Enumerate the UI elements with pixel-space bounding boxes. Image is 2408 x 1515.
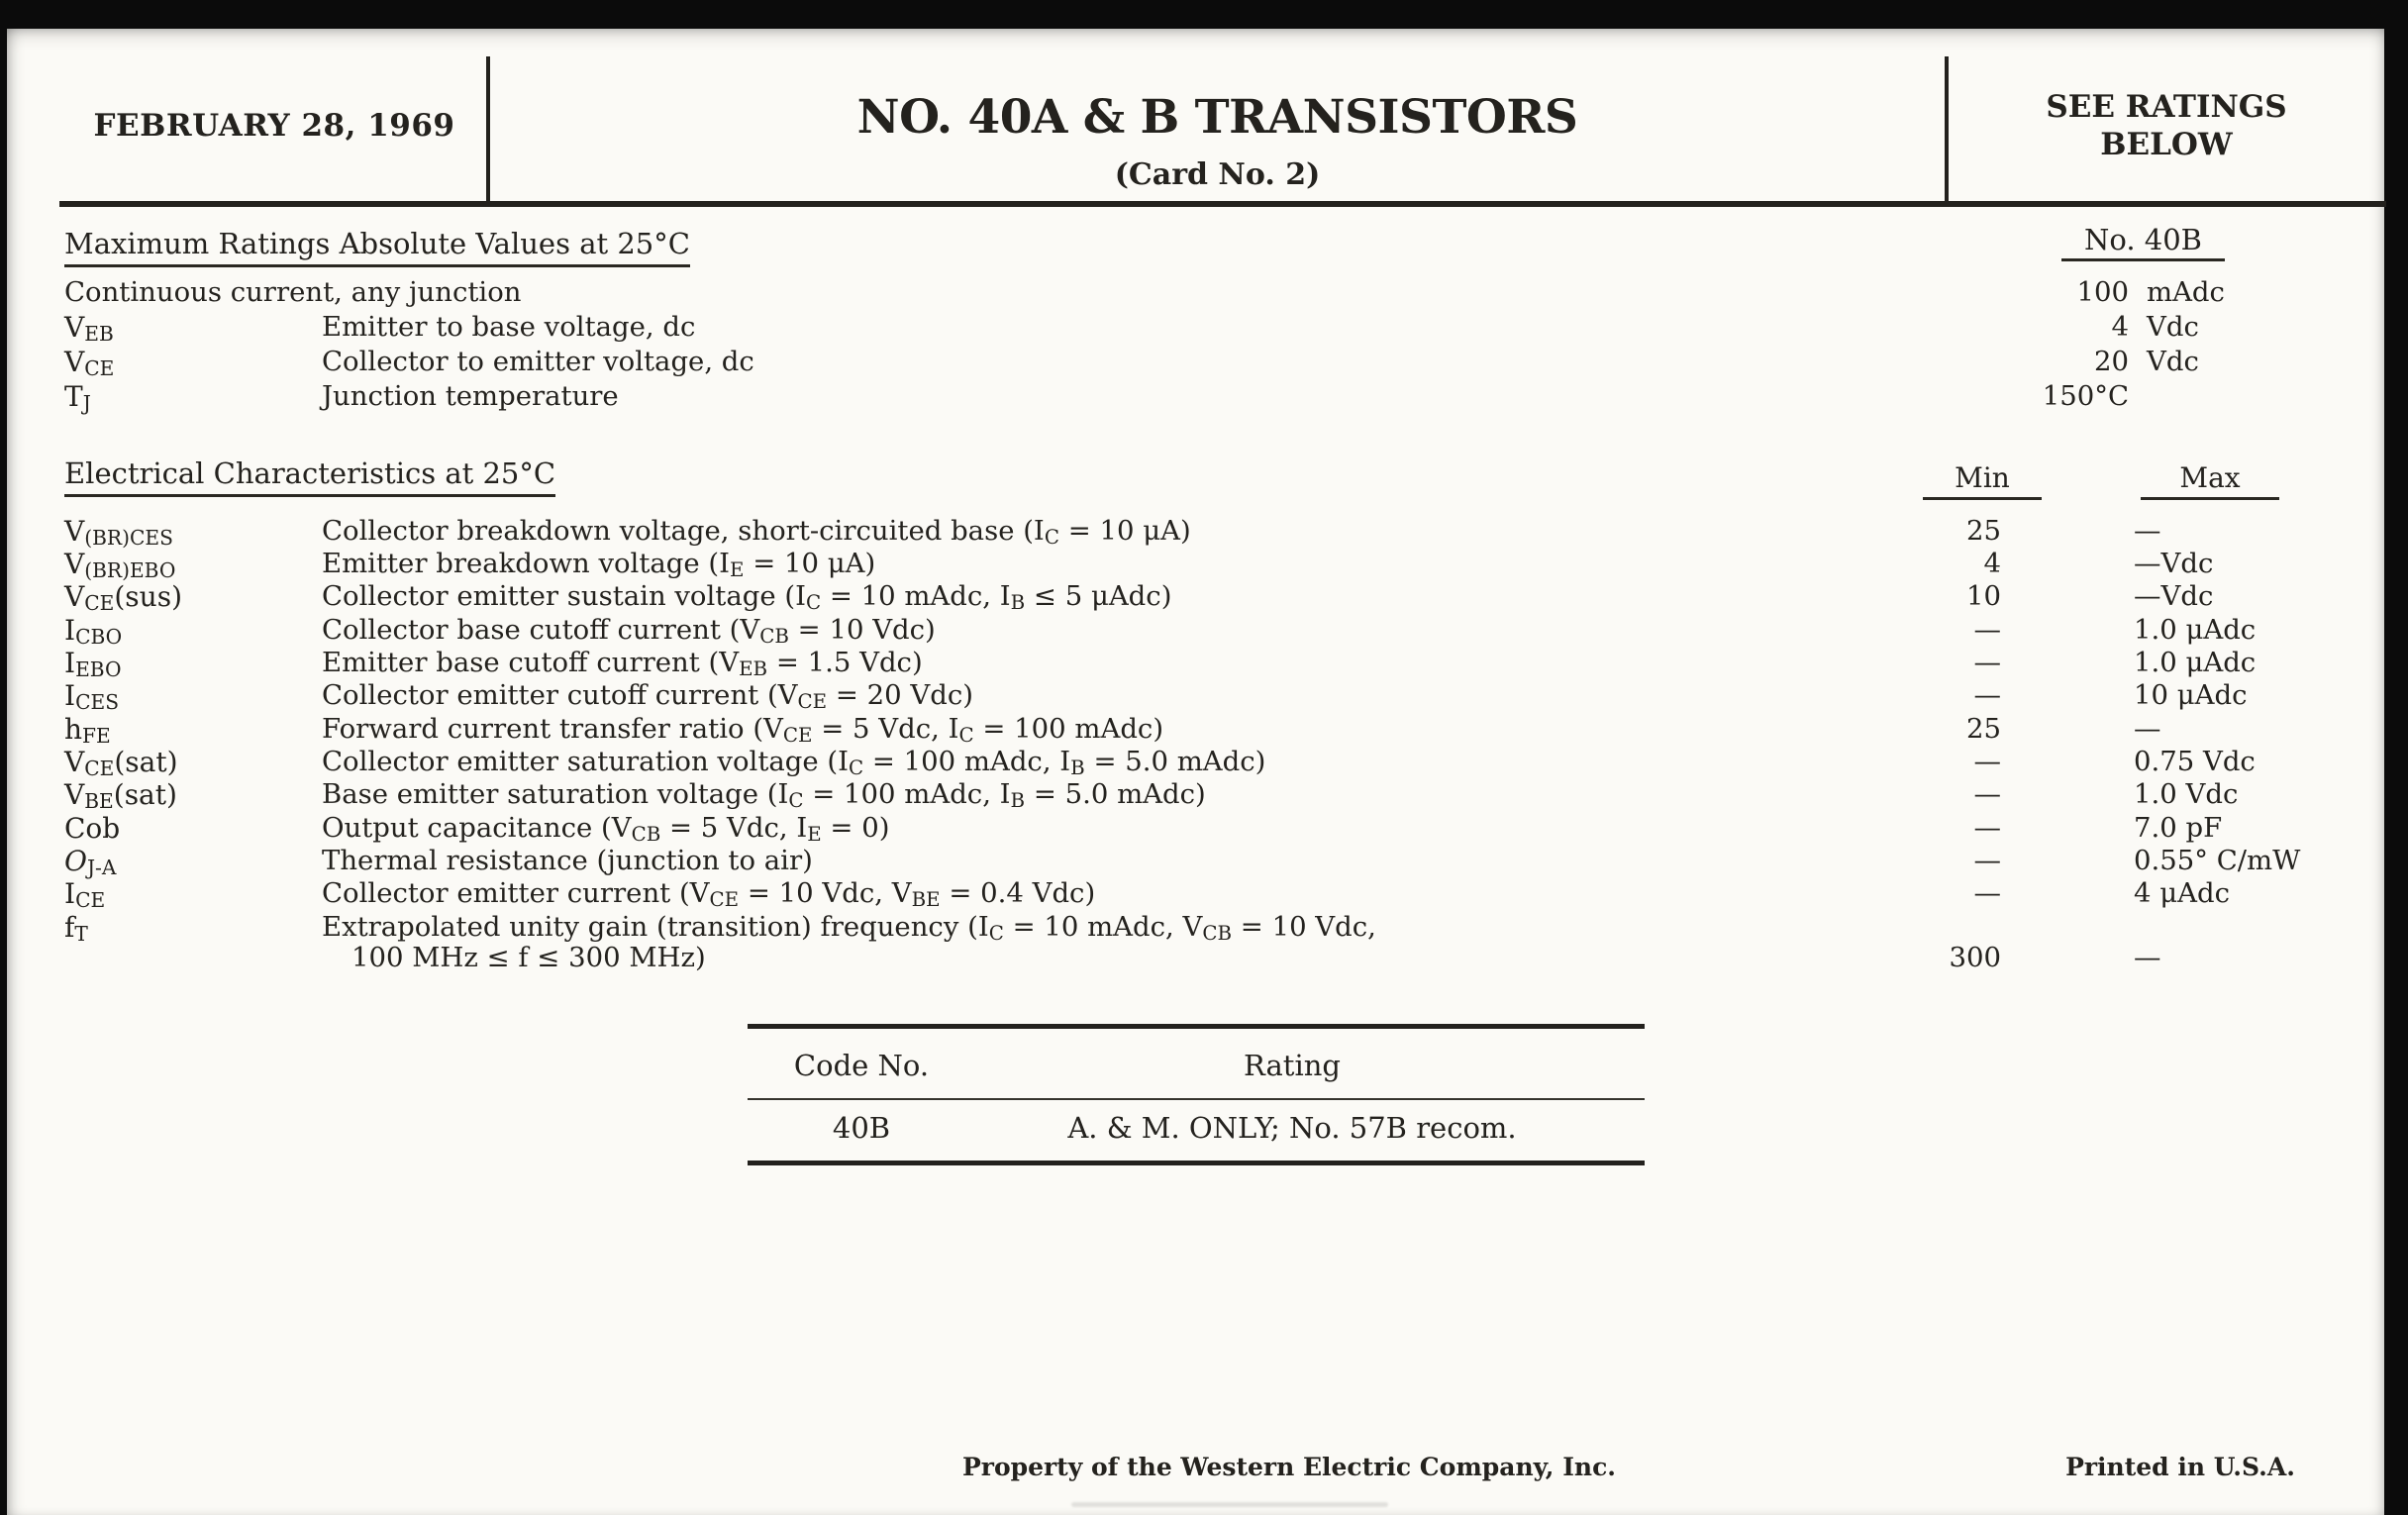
min-value: — bbox=[1973, 614, 2001, 646]
min-value: — bbox=[1973, 778, 2001, 810]
parameter-description: Collector emitter cutoff current ($V_{CE} = 20$ Vdc) bbox=[322, 679, 973, 713]
max-value: 4 μAdc bbox=[2134, 877, 2230, 909]
header-rule bbox=[59, 201, 2386, 207]
max-value: 1.0 μAdc bbox=[2134, 647, 2257, 678]
datasheet-card bbox=[7, 29, 2384, 1515]
parameter-symbol: Cob bbox=[64, 812, 121, 845]
footer-printed-notice: Printed in U.S.A. bbox=[2065, 1453, 2295, 1481]
parameter-symbol: $V_{CE}(sus)$ bbox=[64, 580, 182, 616]
max-value: 0.55° C/mW bbox=[2134, 845, 2301, 876]
electrical-row bbox=[64, 713, 2361, 747]
max-value: 10 μAdc bbox=[2134, 679, 2248, 711]
parameter-description: Collector base cutoff current ($V_{CB} = 10$ Vdc) bbox=[322, 614, 936, 648]
max-ratings-column-header: No. 40B bbox=[2061, 223, 2225, 261]
code-rating-table bbox=[748, 1024, 1645, 1165]
parameter-description: Collector emitter sustain voltage ($I_C = 10$ mAdc, $I_B \le 5$ μAdc) bbox=[322, 580, 1172, 614]
min-value: — bbox=[1973, 812, 2001, 844]
electrical-row bbox=[64, 614, 2361, 648]
rating-symbol: $T_J$ bbox=[64, 380, 91, 416]
parameter-description: Collector emitter saturation voltage ($I_C = 100$ mAdc, $I_B = 5.0$ mAdc) bbox=[322, 746, 1266, 779]
max-ratings-row bbox=[64, 276, 2361, 310]
max-ratings-row bbox=[64, 380, 2361, 414]
rating-description: Emitter to base voltage, dc bbox=[322, 311, 696, 343]
ratings-note-line1: SEE RATINGS bbox=[2046, 89, 2287, 125]
electrical-row-continuation bbox=[64, 942, 2361, 975]
rating-description: Junction temperature bbox=[322, 380, 619, 412]
max-value: 7.0 pF bbox=[2134, 812, 2223, 844]
max-value: 1.0 μAdc bbox=[2134, 614, 2257, 646]
max-ratings-row bbox=[64, 346, 2361, 379]
parameter-symbol: $O_{J-A}$ bbox=[64, 845, 117, 880]
rating-description: Collector to emitter voltage, dc bbox=[322, 346, 754, 377]
electrical-row bbox=[64, 877, 2361, 911]
electrical-row bbox=[64, 580, 2361, 614]
max-value: —Vdc bbox=[2134, 548, 2214, 579]
max-value: 1.0 Vdc bbox=[2134, 778, 2239, 810]
rating-value: 150°C bbox=[2042, 380, 2129, 412]
electrical-row bbox=[64, 548, 2361, 581]
ratings-note-line2: BELOW bbox=[2100, 127, 2233, 162]
scan-artifact bbox=[1071, 1502, 1388, 1507]
rating-unit: mAdc bbox=[2147, 276, 2225, 308]
electrical-row bbox=[64, 911, 2361, 945]
parameter-description: Emitter base cutoff current ($V_{EB} = 1.5$ Vdc) bbox=[322, 647, 923, 680]
rating-symbol: $V_{CE}$ bbox=[64, 346, 115, 381]
max-value: —Vdc bbox=[2134, 580, 2214, 612]
max-value: 0.75 Vdc bbox=[2134, 746, 2256, 777]
parameter-symbol: $h_{FE}$ bbox=[64, 713, 111, 749]
electrical-row bbox=[64, 845, 2361, 878]
rating-column-header: Rating bbox=[1244, 1049, 1341, 1082]
rating-symbol: $V_{EB}$ bbox=[64, 311, 114, 347]
parameter-symbol: $V_{(BR)EBO}$ bbox=[64, 548, 176, 583]
rating-description: Continuous current, any junction bbox=[64, 276, 522, 308]
footer-property-notice: Property of the Western Electric Company, Inc. bbox=[961, 1453, 1616, 1481]
ratings-note bbox=[1949, 88, 2384, 163]
header-date: FEBRUARY 28, 1969 bbox=[93, 108, 455, 144]
parameter-symbol: $I_{CES}$ bbox=[64, 679, 120, 715]
electrical-row bbox=[64, 679, 2361, 713]
parameter-symbol: $V_{CE}(sat)$ bbox=[64, 746, 178, 781]
parameter-description: Thermal resistance (junction to air) bbox=[322, 845, 813, 876]
max-value: — bbox=[2134, 515, 2161, 547]
parameter-description: Emitter breakdown voltage ($I_E = 10$ μA) bbox=[322, 548, 876, 581]
electrical-heading-wrap bbox=[64, 456, 555, 497]
electrical-row bbox=[64, 647, 2361, 680]
parameter-description: Forward current transfer ratio ($V_{CE} = 5$ Vdc, $I_C = 100$ mAdc) bbox=[322, 713, 1164, 747]
parameter-description: Extrapolated unity gain (transition) frequency ($I_C = 10$ mAdc, $V_{CB} = 10$ Vdc, bbox=[322, 911, 1376, 945]
min-value: 25 bbox=[1966, 713, 2001, 745]
page-title: NO. 40A & B TRANSISTORS bbox=[856, 90, 1578, 145]
electrical-heading: Electrical Characteristics at 25°C bbox=[64, 456, 555, 497]
parameter-description-continued: 100 MHz ≤ f ≤ 300 MHz) bbox=[351, 942, 706, 973]
electrical-row bbox=[64, 778, 2361, 812]
parameter-symbol: $f_T$ bbox=[64, 911, 88, 947]
code-cell: 40B bbox=[832, 1111, 891, 1145]
table-rule-top bbox=[748, 1024, 1645, 1029]
min-value: 10 bbox=[1966, 580, 2001, 612]
max-column-header: Max bbox=[2141, 461, 2279, 500]
max-ratings-heading-wrap bbox=[64, 227, 690, 267]
min-value: — bbox=[1973, 647, 2001, 678]
rating-value: 20 bbox=[2094, 346, 2129, 377]
code-column-header: Code No. bbox=[793, 1049, 930, 1082]
max-ratings-row bbox=[64, 311, 2361, 345]
parameter-description: Collector breakdown voltage, short-circuited base ($I_C = 10$ μA) bbox=[322, 515, 1191, 549]
parameter-symbol: $I_{EBO}$ bbox=[64, 647, 122, 682]
rating-unit: Vdc bbox=[2147, 346, 2199, 377]
parameter-symbol: $V_{(BR)CES}$ bbox=[64, 515, 173, 551]
table-rule-middle bbox=[748, 1098, 1645, 1100]
parameter-symbol: $V_{BE}(sat)$ bbox=[64, 778, 177, 814]
min-column-header: Min bbox=[1923, 461, 2042, 500]
electrical-row bbox=[64, 746, 2361, 779]
min-value: — bbox=[1973, 877, 2001, 909]
parameter-description: Collector emitter current ($V_{CE} = 10$ Vdc, $V_{BE} = 0.4$ Vdc) bbox=[322, 877, 1096, 911]
min-value: — bbox=[1973, 746, 2001, 777]
parameter-description: Output capacitance ($V_{CB} = 5$ Vdc, $I_E = 0$) bbox=[322, 812, 890, 846]
min-value: 4 bbox=[1983, 548, 2001, 579]
min-value: — bbox=[1973, 845, 2001, 876]
max-value: — bbox=[2134, 942, 2161, 973]
max-ratings-heading: Maximum Ratings Absolute Values at 25°C bbox=[64, 227, 690, 267]
rating-unit: Vdc bbox=[2147, 311, 2199, 343]
parameter-symbol: $I_{CE}$ bbox=[64, 877, 106, 913]
parameter-symbol: $I_{CBO}$ bbox=[64, 614, 123, 650]
parameter-description: Base emitter saturation voltage ($I_C = 100$ mAdc, $I_B = 5.0$ mAdc) bbox=[322, 778, 1206, 812]
rating-cell: A. & M. ONLY; No. 57B recom. bbox=[1067, 1111, 1517, 1145]
page-subtitle: (Card No. 2) bbox=[1114, 157, 1321, 192]
rating-value: 100 bbox=[2076, 276, 2129, 308]
min-value: 300 bbox=[1949, 942, 2001, 973]
electrical-row bbox=[64, 812, 2361, 846]
rating-value: 4 bbox=[2111, 311, 2129, 343]
min-value: — bbox=[1973, 679, 2001, 711]
electrical-row bbox=[64, 515, 2361, 549]
min-value: 25 bbox=[1966, 515, 2001, 547]
table-rule-bottom bbox=[748, 1161, 1645, 1165]
max-value: — bbox=[2134, 713, 2161, 745]
